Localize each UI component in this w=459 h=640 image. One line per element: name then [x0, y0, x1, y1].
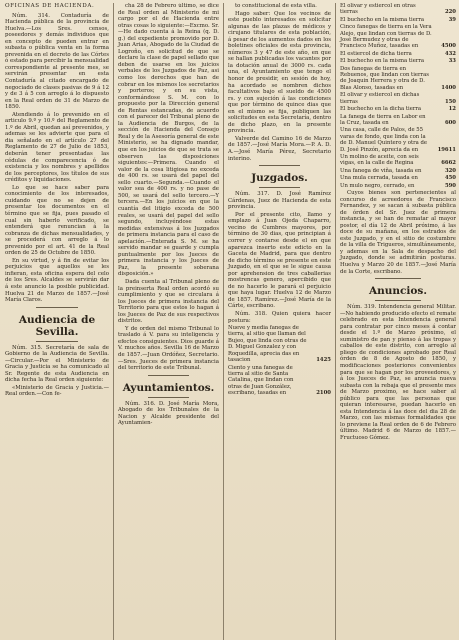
notice-paragraph: En su virtud, y á fin de evitar los perjuicios que aquellos se les infieran, esta oficina espera del celo de los Sres. Alcaldes se servirán dar á este anuncio la posible publicidad. Huelva 21 de Marzo de 1857.—José María Claros.	[5, 257, 109, 304]
price-item	[340, 183, 456, 189]
price-item-amount: 450	[444, 175, 456, 182]
price-item-amount: 220	[444, 9, 456, 16]
section-divider	[148, 375, 188, 376]
price-list	[228, 325, 331, 396]
notice-paragraph: Núm. 318. Quien quiera hacer postura:	[228, 310, 331, 324]
price-item	[340, 24, 456, 50]
price-item-description: Un mulo negro, cerrado, en	[340, 182, 415, 189]
notice-paragraph: Atendiendo á lo prevenido en el articulo 9.º y 10.º del Reglamento de 1.º de Abril, quedan así prevenidos, y ademas se les advierte que para el dia señalado en el artículo 27 del Reglamento de 27 de Julio de 1853, deberán tener presentadas las cédulas de comparecencia ó de existencia y los nombres y apellidos de los perceptores, los títulos de sus créditos y liquidaciones.	[5, 111, 109, 184]
price-item-amount: 600	[444, 119, 456, 126]
price-item-amount: 6662	[441, 160, 456, 167]
price-item-description: El buchecho en la dicha tierra	[340, 106, 422, 113]
notice-paragraph: Por el presente cito, llamo y emplazo á Juan Ojeda Chaparro, vecino de Cumbres mayores, por término de 30 dias, que principian á correr y contarse desde el en que aparezca inserto este edicto en la Gaceta de Madrid, para que dentro de dicho término se presente en este Juzgado, en el que se le sigue causa por aprehension de tres caballerias mostrencas genero, apercibido que de no hacerlo le parará el perjuicio que haya lugar. Huelva 12 de Marzo de 1857. Ramírez.—José María de la Cárte, escribano.	[228, 211, 331, 310]
column-2	[114, 3, 224, 640]
section-title-ayuntamientos: Ayuntamientos.	[122, 381, 215, 394]
price-item-amount: 320	[444, 167, 456, 174]
notice-paragraph: Lo que se hace saber para conocimiento de los interesados, cuidando que no se dejen de presentar los documentos en el término que se fija, pues pasado el cual sin haberlo verificado, se entenderá que renuncian á la cobranza de dichas mensualidades, y se procederá con arreglo á lo prevenido por el art. 41 de la Real orden de 25 de Octubre de 1850.	[5, 184, 109, 257]
price-item-amount: 590	[444, 182, 456, 189]
price-item	[340, 66, 456, 92]
price-item-amount: 19611	[437, 146, 456, 153]
notice-paragraph: cha 28 de Febrero último, se dice de Real orden al Ministerio de mi cargo por el de Hacienda entre otras cosas lo siguiente:—Excmo. Sr.—He dado cuenta á la Reina (q. D. g.) del expediente promovido por D. Juan Arias, Abogado de la Ciudad de Logroño, en solicitud de que se declare la clase de papel sellado que deben de usarse en los juicios verbales de los Juzgados de Paz, asi como los derechos que han de cobrar en los mismos los secretarios y porteros; y en su vista, conformándose S. M. con lo propuesto por la Dirección general de Rentas estancadas, de acuerdo con el parecer del Tribunal pleno de la Audiencia de Burgos, de la sección de Hacienda del Consejo Real y de la Asesoría general de este Ministerio, se ha dignado mandar, que en los juicios de que se trata se observen las disposiciones siguientes:—Primera. Cuando el valor de la cosa litigiosa no exceda de 400 rs. se usará del papel del sello cuarto.—Segunda.—Cuando el valor sea de 400 rs. y no pase de 500, se usará del sello tercero.—Y tercera.—En los juicios en que la cuantía del litigio exceda de 500 reales, se usará del papel del sello segundo, incluyéndose estas medidas extensivas á los Juzgados de primera instancia para el caso de apelación.—Enterada S. M. se ha servido mandar se guarde y cumpla puntualmente por los Jueces de primera instancia y los Jueces de Paz, la presente soberana disposición.»	[118, 3, 219, 278]
price-item-amount: 4500	[441, 43, 456, 50]
price-item-description: Dos fanegas de tierra en Rebuenos, que lindan con tierras de Joaquin Herrera y otra de D. Blas Alonso, tasadas en	[340, 65, 429, 91]
section-title-juzgados: Juzgados.	[251, 172, 308, 185]
notice-paragraph: Dada cuenta al Tribunal pleno de la preinserta Real orden acordó su cumplimiento y que se circulara á los Jueces de primera instancia del Territorio para que estos lo hagan á los Jueces de Paz de sus respectivos distritos.	[118, 278, 219, 325]
price-item-description: El buchecho en la misma tierra	[340, 16, 425, 23]
price-item-description: El estiercol de dicha tierra	[340, 50, 412, 57]
price-item-description: Una casa, calle de Palos, de 55 varas de fondo, que linda con la de D. Manuel Quintero y otra de D. José Pinzón, aprecia da en	[340, 127, 427, 153]
price-item	[340, 175, 456, 181]
price-item-description: Nueve y media fanegas de tierra, al sitio que llaman del Bujeo, que linda con otras de D. Miguel Gonzalez y con Roquedilla, aprecia das en tasacion	[228, 325, 307, 364]
running-head: OFICINAS DE HACIENDA.	[5, 3, 95, 9]
notice-paragraph: Núm. 314. Contaduría de Hacienda pública de la provincia de Huelva.—Los Sres. censos, poseedores y demás individuos que en concepto de pueden entrar en subasta o pública venta en la forma prevenida en el decreto de las Córtes ó estado para percibir la mensualidad correspondiente al presente mes, se servirán presentar en esta Contaduría al citado encargado de negociado de clases pasivas de 9 á 12 y de 3 á 5 con arreglo á lo dispuesto en la Real orden de 31 de Marzo de 1850.	[5, 12, 109, 111]
price-item	[228, 325, 331, 363]
notice-paragraph: Núm. 316. D. José María Mora, Abogado de los Tribunales de la Nacion y Alcalde presidente del Ayuntamien-	[118, 400, 219, 427]
columns	[5, 3, 456, 640]
price-item-amount: 1425	[316, 357, 331, 364]
price-item	[340, 114, 456, 127]
section-divider	[148, 397, 188, 398]
price-item	[340, 154, 456, 167]
price-item-amount: 150	[444, 98, 456, 105]
section-divider	[36, 307, 78, 308]
price-item-description: Un molino de aceite, con seis vigas, en la calle de Regina	[340, 153, 419, 167]
price-item-description: El buchecho en la misma tierra	[340, 58, 425, 65]
notice-paragraph: «Ministerio de Gracia y Justicia.—Real orden.—Con fe-	[5, 384, 109, 398]
price-item-description: El olivar y estiercol en otras tierras	[340, 3, 416, 16]
price-item-amount: 39	[448, 16, 456, 23]
price-list	[340, 3, 456, 189]
notice-paragraph: Valverde del Camino 16 de Marzo de 1857.—José María Mora.—P. A. D. A.—José María Pérez, Secretario interino.	[228, 135, 331, 162]
price-item-amount: 33	[448, 58, 456, 65]
price-item	[340, 168, 456, 174]
price-item-description: Una mula cerrada, tasada en	[340, 175, 418, 182]
price-item	[340, 3, 456, 16]
section-divider	[259, 187, 300, 188]
section-divider	[375, 300, 421, 301]
notice-paragraph: to constitucional de esta villa.	[235, 3, 317, 9]
notice-paragraph: Núm. 315. Secretaría de sala de Gobierno de la Audiencia de Sevilla.—Circular.—Por el Ministerio de Gracia y Justicia se ha comunicado al Sr. Regente de esta Audiencia en dicha fecha la Real orden siguiente:	[5, 344, 109, 384]
price-item	[340, 127, 456, 153]
price-item	[340, 51, 456, 57]
section-title-audiencia: Audiencia de Sevilla.	[18, 313, 96, 338]
column-1	[5, 3, 114, 640]
price-item-amount: 432	[444, 50, 456, 57]
price-item-description: El olivar y estiercol en dichas tierras	[340, 92, 420, 105]
column-4	[336, 3, 456, 640]
price-item	[340, 92, 456, 105]
price-item-description: Cinco fanegas de tierra en la Vera Alejo, que lindan con tierras de D. José Bermudez y otras de Francisco Muñoz, tasadas en	[340, 24, 432, 50]
section-divider	[375, 278, 421, 279]
section-title-anuncios: Anuncios.	[368, 285, 427, 298]
notice-paragraph: Núm. 319. Intendencia general Militar.—No habiendo producido efecto el remate celebrado en esta Intendencia general para contratar por cinco meses á contar desde el 1.º de Marzo próximo, el suministro de pan y pienso á las tropas y caballos de este distrito, con arreglo al pliego de condiciones aprobado por Real órden de 8 de Agosto de 1850, y modificaciones posteriores convenientes para que se hagan por los proveedores, y á los Jueces de Paz, se anuncia nueva subasta con la rebaja que el presente mes de Marzo proximo, se hace saber al público para que las personas que quieran interesarse, puedan hacerlo en esta Intendencia á las doce del dia 28 de Marzo, con las mismas formalidades que lo previene la Real orden de 6 de Febrero último. Madrid 6 de Marzo de 1857.—Fructuoso Gómez.	[340, 304, 456, 442]
price-item-amount: 12	[448, 106, 456, 113]
price-item	[228, 365, 331, 397]
price-item-description: La fanega de tierra en Labor en la Cruz, tasada en	[340, 113, 426, 126]
notice-paragraph: Cuyos bienes son pertenecientes al concurso de acreedores de Francisco Fernandez, y se sacan á subasta pública de órden del Sr. Juez de primera instancia, y se han de rematar al mayor postor, el día 12 de Abril próximo, á las doce de su mañana, en los estrados de este Juzgado, y en el sitio de costumbre de la villa de Trigueros, simultáneamente, y ademas en la Sala de despacho del Juzgado, donde se admitirán posturas. Huelva y Marzo 20 de 1857.—José María de la Corte, escribano.	[340, 189, 456, 275]
notice-paragraph: Hago saber: Que los vecinos de este pueblo interesados en solicitar algunas de las plazas de médicos y cirujano titulares de esta población, á pesar de los aumentos dados en los boletines oficiales de esta provincia, números 3 y 47 de este año, en que se hallan publicadas los vacantes por la dotación anual de 3000 rs. cada una, el Ayuntamiento que tengo el honor de presidir, en sesión de hoy, ha acordado se nombren dichos facultativos bajo el sueldo de 4500 rs. y con sujeción á las condiciones que por término de quince dias que en el mismo se fija, publiquen las solicitudes en esta Secretaría, dentro de dicho plazo, en la presente provincia.	[228, 10, 331, 135]
price-item	[340, 106, 456, 112]
section-divider	[36, 341, 78, 342]
notice-paragraph: Núm. 317. D. José Ramírez Cárdenas, Juez de Hacienda de esta provincia.	[228, 191, 331, 211]
column-3	[224, 3, 336, 640]
notice-paragraph: Y de orden del mismo Tribunal lo traslado á V. para su inteligencia y efectos consiguientes. Dios guarde á V. muchos años. Sevilla 16 de Marzo de 1857.—Juan Ordóñez, Secretario.—Sres. Jueces de primera instancia del territorio de este Tribunal.	[118, 325, 219, 372]
section-divider	[259, 165, 300, 166]
price-item-amount: 1400	[441, 84, 456, 91]
price-item-amount: 2100	[316, 390, 331, 397]
price-item	[340, 58, 456, 64]
price-item-description: Ciento y una fanegas de tierra al sitio de Santa Catalina, que lindan con otras de Juan González, escribano, tasadas en	[228, 364, 294, 397]
price-item	[340, 17, 456, 23]
price-item-description: Una fanega de viña, tasada en	[340, 167, 422, 174]
